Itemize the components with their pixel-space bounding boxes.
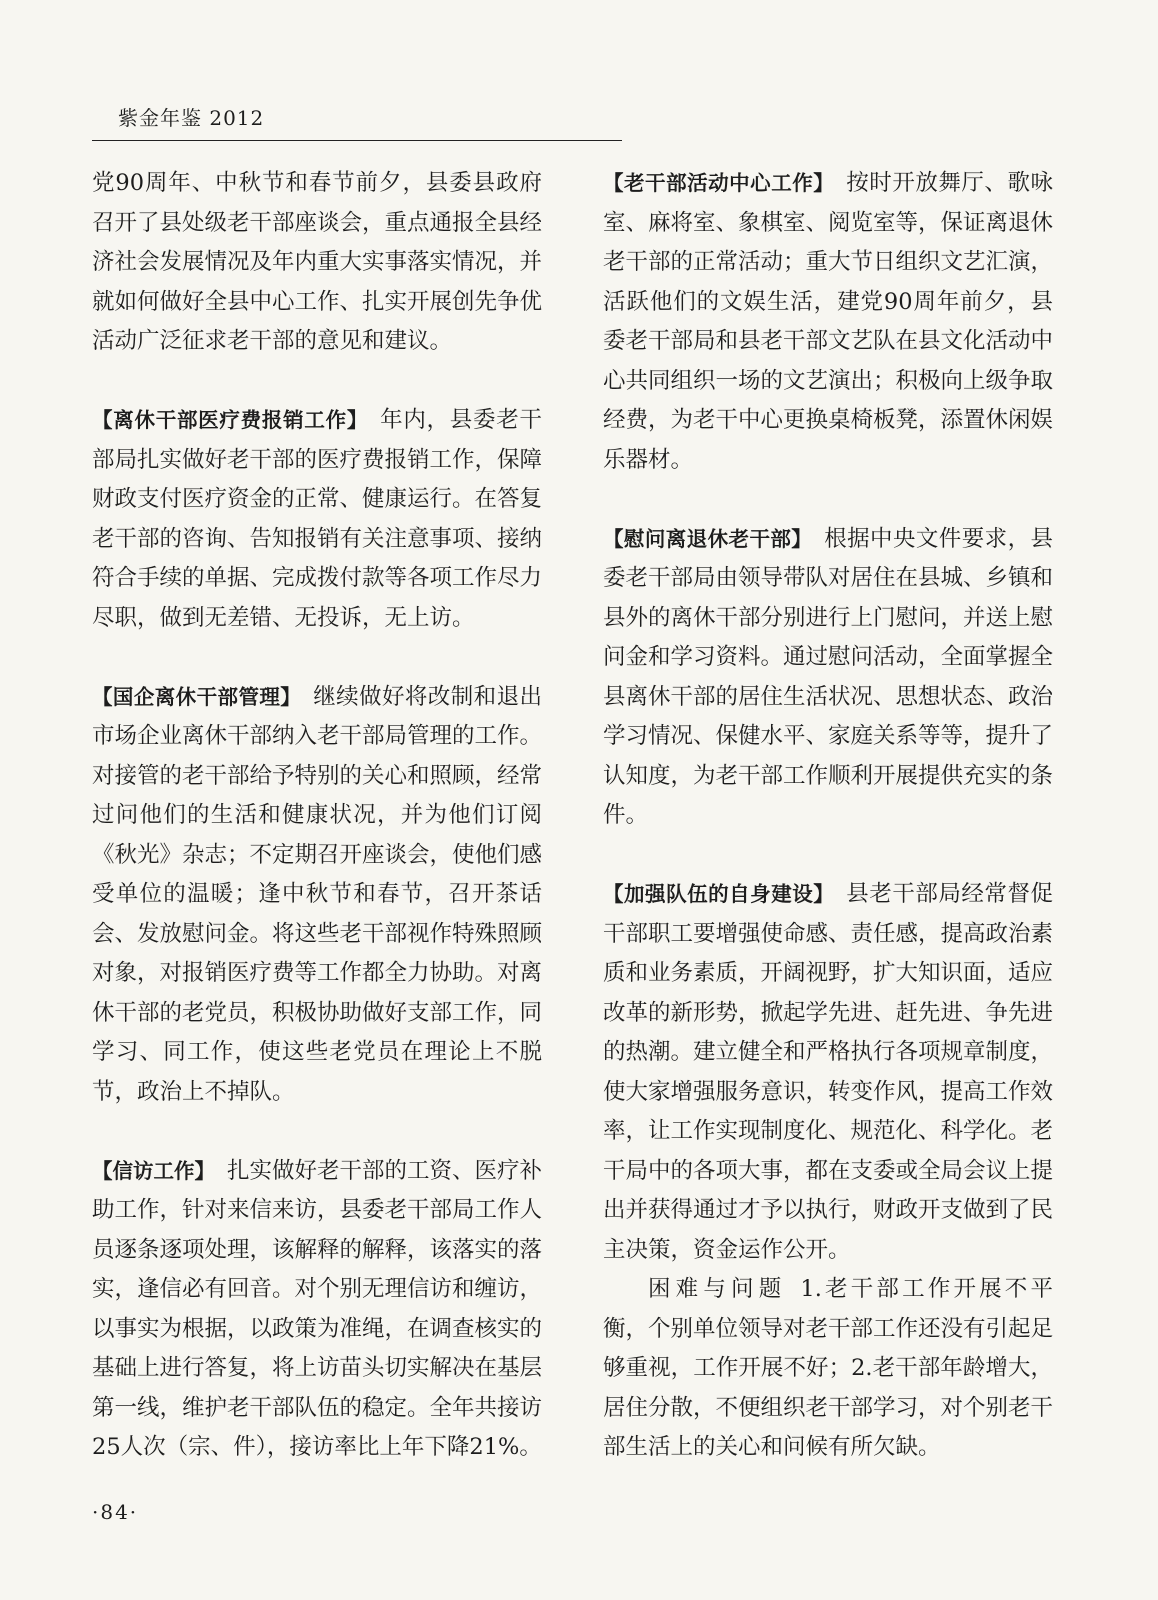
section-heading: 【离休干部医疗费报销工作】 [92,408,369,432]
intro-paragraph: 党90周年、中秋节和春节前夕，县委县政府召开了县处级老干部座谈会，重点通报全县经济社会发展情况及年内重大实事落实情况，并就如何做好全县中心工作、扎实开展创先争优活动广泛征求老干部的意见和建议。 [92,170,543,354]
problems-lead: 困难与问题 [648,1276,787,1302]
right-column [603,164,1053,1468]
section-body: 年内，县委老干部局扎实做好老干部的医疗费报销工作，保障财政支付医疗资金的正常、健康运行。在答复老干部的咨询、告知报销有关注意事项、接纳符合手续的单据、完成拨付款等各项工作尽力尽职，做到无差错、无投诉，无上访。 [92,407,543,631]
header-divider [92,140,622,141]
problems-body: 1.老干部工作开展不平衡，个别单位领导对老干部工作还没有引起足够重视，工作开展不好；2.老干部年龄增大，居住分散，不便组织老干部学习，对个别老干部生活上的关心和问候有所欠缺。 [603,1276,1054,1460]
section-heading: 【慰问离退休老干部】 [603,526,813,551]
left-column [92,164,542,1468]
running-header: 紫金年鉴 2012 [118,106,265,130]
section-body: 继续做好将改制和退出市场企业离休干部纳入老干部局管理的工作。对接管的老干部给予特别的关心和照顾，经常过问他们的生活和健康状况，并为他们订阅《秋光》杂志；不定期召开座谈会，使他们感受单位的温暖；逢中秋节和春节，召开茶话会、发放慰问金。将这些老干部视作特殊照顾对象，对报销医疗费等工作都全力协助。对离休干部的老党员，积极协助做好支部工作，同学习、同工作，使这些老党员在理论上不脱节，政治上不掉队。 [92,683,543,1105]
section-body: 按时开放舞厅、歌咏室、麻将室、象棋室、阅览室等，保证离退休老干部的正常活动；重大节日组织文艺汇演，活跃他们的文娱生活，建党90周年前夕，县委老干部局和县老干部文艺队在县文化活动中心共同组织一场的文艺演出；积极向上级争取经费，为老干中心更换桌椅板凳，添置休闲娱乐器材。 [603,170,1054,473]
section-soe-retired-cadres [92,678,542,1113]
section-team-building [603,875,1053,1270]
page-number: ·84· [92,1500,139,1524]
section-activity-center [603,164,1053,480]
section-heading: 【加强队伍的自身建设】 [603,882,835,906]
section-body: 根据中央文件要求，县委老干部局由领导带队对居住在县城、乡镇和县外的离休干部分别进行上门慰问，并送上慰问金和学习资料。通过慰问活动，全面掌握全县离休干部的居住生活状况、思想状态、政治学习情况、保健水平、家庭关系等等，提升了认知度，为老干部工作顺利开展提供充实的条件。 [603,525,1054,828]
section-heading: 【信访工作】 [92,1158,215,1183]
section-body: 县老干部局经常督促干部职工要增强使命感、责任感，提高政治素质和业务素质，开阔视野，扩大知识面，适应改革的新形势，掀起学先进、赶先进、争先进的热潮。建立健全和严格执行各项规章制度，使大家增强服务意识，转变作风，提高工作效率，让工作实现制度化、规范化、科学化。老干局中的各项大事，都在支委或全局会议上提出并获得通过才予以执行，财政开支做到了民主决策，资金运作公开。 [603,881,1054,1263]
problems-paragraph [603,1270,1053,1468]
section-heading: 【老干部活动中心工作】 [603,171,835,195]
section-body: 扎实做好老干部的工资、医疗补助工作，针对来信来访，县委老干部局工作人员逐条逐项处理，该解释的解释，该落实的落实，逢信必有回音。对个别无理信访和缠访，以事实为根据，以政策为准绳，在调查核实的基础上进行答复，将上访苗头切实解决在基层第一线，维护老干部队伍的稳定。全年共接访25人次（宗、件），接访率比上年下降21%。 [92,1157,543,1460]
section-petitions [92,1152,542,1468]
section-condolence-visits [603,520,1053,836]
section-medical-reimbursement [92,401,542,638]
section-heading: 【国企离休干部管理】 [92,684,302,709]
